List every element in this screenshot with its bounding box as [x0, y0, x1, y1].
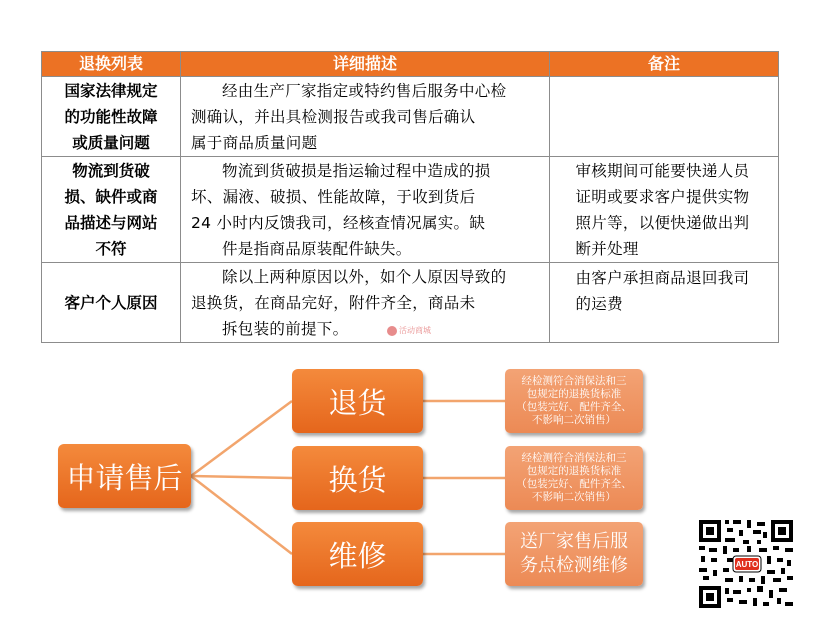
header-remarks: 备注	[550, 52, 779, 77]
return-condition-note	[505, 369, 643, 433]
note-line: 包规定的退换货标准	[526, 465, 622, 477]
description-line: 拆包装的前提下。	[222, 319, 349, 338]
note-line: 送厂家售后服	[520, 531, 628, 552]
note-line: 审核期间可能要快递人员	[575, 161, 750, 180]
description-line: 属于商品质量问题	[191, 133, 318, 152]
note-line: 断并处理	[575, 239, 639, 258]
category-line: 品描述与网站	[64, 213, 158, 232]
category-line: 客户个人原因	[64, 293, 158, 312]
category-line: 损、缺件或商	[64, 187, 158, 206]
return-policy-table	[41, 51, 779, 343]
table-header-row	[42, 52, 779, 77]
note-line: （包装完好、配件齐全、	[516, 478, 632, 490]
note-line: 务点检测维修	[520, 555, 628, 576]
row-description	[181, 77, 550, 157]
watermark-logo-icon	[387, 326, 397, 336]
category-line: 国家法律规定	[64, 81, 158, 100]
description-line: 件是指商品原装配件缺失。	[222, 239, 412, 258]
connector-line	[191, 476, 292, 554]
note-line: 由客户承担商品退回我司	[575, 269, 750, 287]
table-row	[42, 157, 779, 263]
description-line: 测确认，并出具检测报告或我司售后确认	[191, 107, 476, 126]
watermark	[387, 325, 431, 336]
note-line: 包规定的退换货标准	[526, 388, 622, 400]
row-note	[550, 263, 779, 343]
description-line: 物流到货破损是指运输过程中造成的损	[222, 161, 491, 180]
watermark-text: 活动商城	[399, 326, 431, 335]
qr-badge-text: AUTO	[735, 560, 759, 569]
apply-after-sales-node: 申请售后	[58, 444, 191, 508]
qr-code-icon[interactable]	[697, 518, 795, 610]
note-line: （包装完好、配件齐全、	[516, 401, 632, 413]
row-category	[42, 263, 181, 343]
row-category	[42, 157, 181, 263]
header-return-list: 退换列表	[42, 52, 181, 77]
return-node: 退货	[292, 369, 423, 433]
exchange-node: 换货	[292, 446, 423, 510]
description-line: 除以上两种原因以外，如个人原因导致的	[222, 267, 507, 286]
note-line: 证明或要求客户提供实物	[575, 187, 750, 206]
note-line: 经检测符合消保法和三	[521, 375, 627, 387]
note-line: 不影响二次销售）	[532, 491, 616, 503]
row-note	[550, 77, 779, 157]
description-line: 经由生产厂家指定或特约售后服务中心检	[222, 81, 507, 100]
note-line: 经检测符合消保法和三	[521, 452, 627, 464]
connector-line	[191, 476, 292, 478]
header-description: 详细描述	[181, 52, 550, 77]
category-line: 物流到货破	[72, 161, 150, 180]
row-note	[550, 157, 779, 263]
note-line: 的运费	[575, 295, 623, 313]
connector-line	[191, 401, 292, 476]
row-category	[42, 77, 181, 157]
description-line: 24 小时内反馈我司，经核查情况属实。缺	[191, 213, 486, 232]
category-line: 的功能性故障	[64, 107, 158, 126]
table-row	[42, 77, 779, 157]
repair-note	[505, 522, 643, 586]
exchange-condition-note	[505, 446, 643, 510]
repair-node: 维修	[292, 522, 423, 586]
row-description	[181, 157, 550, 263]
description-line: 坏、漏液、破损、性能故障，于收到货后	[191, 187, 476, 206]
category-line: 或质量问题	[72, 133, 150, 152]
row-description	[181, 263, 550, 343]
note-line: 不影响二次销售）	[532, 414, 616, 426]
description-line: 退换货，在商品完好，附件齐全，商品未	[191, 293, 476, 312]
note-line: 照片等，以便快递做出判	[575, 213, 750, 232]
category-line: 不符	[95, 239, 127, 258]
